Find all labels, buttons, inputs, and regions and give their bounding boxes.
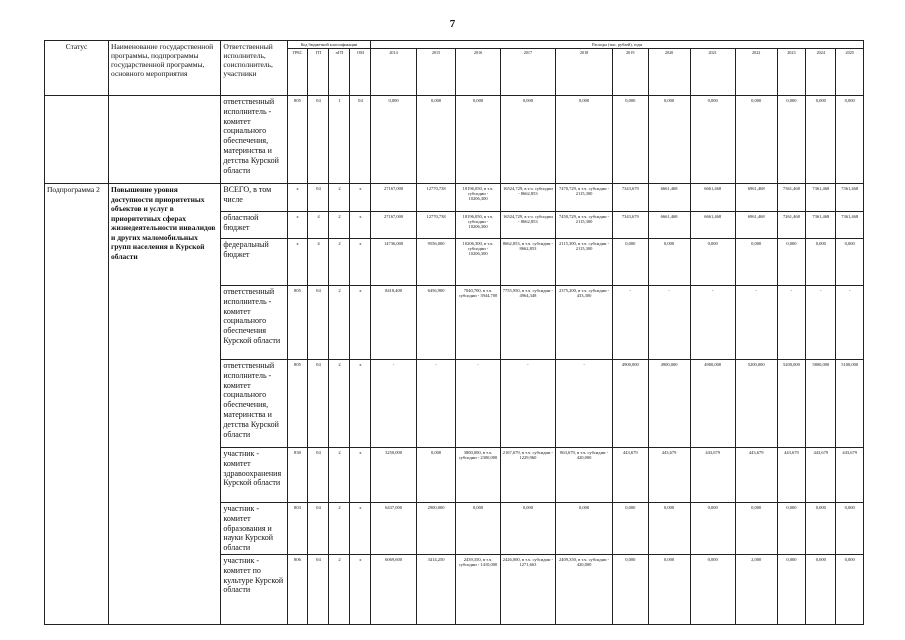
value-cell: 4900,000 [612,360,648,448]
value-cell: 7450,729, в т.ч. субсидии - 2115,300 [556,212,613,239]
year-header: 2021 [690,49,735,96]
code-cell: x [350,360,371,448]
table-row [45,96,864,184]
value-cell: - [416,360,456,448]
value-cell: 5800,000 [806,360,836,448]
executor-cell: ответственный исполнитель - комитет социального обеспечения Курской области [221,286,287,360]
value-cell: 27167,000 [371,184,416,212]
value-cell: - [836,286,864,360]
value-cell: 2375,200, в т.ч. субсидии - 433,300 [556,286,613,360]
value-cell: - [648,286,690,360]
value-cell: 0,000 [735,96,777,184]
code-cell: 2 [329,184,350,212]
status-cell: Подпрограмма 2 [45,184,109,625]
code-cell: 04 [308,286,329,360]
value-cell: 0,000 [777,503,805,555]
table-row [45,184,864,212]
value-cell: 443,679 [612,448,648,503]
code-cell: 04 [308,360,329,448]
code-cell: 04 [308,184,329,212]
value-cell: 0,000 [648,96,690,184]
value-cell: 0,000 [806,96,836,184]
value-cell: 0,000 [836,239,864,286]
value-cell: 443,679 [806,448,836,503]
value-cell: 0,000 [500,503,556,555]
value-cell: 7343,679 [612,184,648,212]
code-cell: x [350,239,371,286]
value-cell: 7361,468 [806,212,836,239]
year-header: 2022 [735,49,777,96]
year-header: 2014 [371,49,416,96]
name-header: Наименование государственной программы, подпрограммы государственной программы, основного мероприятия [109,41,221,96]
code-cell: 805 [287,286,308,360]
value-cell: 0,000 [648,503,690,555]
code-cell: x [350,503,371,555]
code-cell: 805 [287,360,308,448]
value-cell: 0,000 [690,554,735,624]
code-cell: x [287,239,308,286]
value-cell: - [806,286,836,360]
value-cell: 0,000 [836,96,864,184]
value-cell: 0,000 [456,96,500,184]
value-cell: 7261,468 [777,212,805,239]
value-cell: - [735,286,777,360]
value-cell: 443,679 [735,448,777,503]
value-cell: 6437,000 [371,503,416,555]
value-cell: 0,000 [500,96,556,184]
value-cell: 7755,950, в т.ч. субсидии - 4964,348 [500,286,556,360]
executor-cell: ответственный исполнитель - комитет социального обеспечения, материнства и детства Курской области [221,96,287,184]
code-cell: 2 [329,554,350,624]
code-cell: x [350,554,371,624]
value-cell: 12770,738 [416,212,456,239]
value-cell: 16524,729, в т.ч. субсидии - 8662,853 [500,184,556,212]
value-cell: 18196,050, в т.ч. субсидии - 10206,300 [456,212,500,239]
value-cell: 0,000 [416,448,456,503]
value-cell: 0,000 [648,239,690,286]
value-cell: 2115,300, в т.ч. субсидии - 2115,300 [556,239,613,286]
value-cell: 2167,679, в т.ч. субсидии - 1229,960 [500,448,556,503]
executor-cell: ответственный исполнитель - комитет социального обеспечения, материнства и детства Курской области [221,360,287,448]
executor-cell: участник - комитет по культуре Курской области [221,554,287,624]
codes-group-header: Код бюджетной классификации [287,41,371,49]
value-cell: 7361,468 [836,212,864,239]
value-cell: 9556,000 [416,239,456,286]
value-cell: 0,000 [416,96,456,184]
value-cell: 0,000 [690,503,735,555]
code-cell: x [287,184,308,212]
value-cell: 6661,468 [648,184,690,212]
value-cell: 7470,729, в т.ч. субсидии - 2115,300 [556,184,613,212]
value-cell: - [777,286,805,360]
value-cell: 6456,900 [416,286,456,360]
code-cell: 4 [308,212,329,239]
value-cell: 8662,853, в т.ч. субсидии - 8662,853 [500,239,556,286]
year-header: 2018 [556,49,613,96]
code-cell: x [287,212,308,239]
value-cell: 0,000 [556,96,613,184]
value-cell: - [371,360,416,448]
code-cell: 4 [308,239,329,286]
value-cell: 27167,000 [371,212,416,239]
executor-cell: федеральный бюджет [221,239,287,286]
value-cell: 443,679 [648,448,690,503]
code-header: пГП [329,49,350,96]
code-cell: 04 [308,448,329,503]
code-cell: 04 [308,554,329,624]
value-cell: 16524,729, в т.ч. субсидии - 8662,853 [500,212,556,239]
code-cell: x [350,286,371,360]
table-body [45,96,864,625]
year-header: 2017 [500,49,556,96]
executor-cell: ВСЕГО, в том числе [221,184,287,212]
value-cell: 443,679 [836,448,864,503]
value-cell: 8418,400 [371,286,416,360]
code-header: ОМ [350,49,371,96]
code-cell: 2 [329,212,350,239]
value-cell: 5200,000 [777,360,805,448]
page-number: 7 [449,18,456,30]
value-cell: 5100,000 [836,360,864,448]
code-cell: 1 [329,96,350,184]
value-cell: 4900,000 [690,360,735,448]
code-cell: 803 [287,503,308,555]
value-cell: 0,000 [777,239,805,286]
value-cell: 2426,000, в т.ч. субсидии - 1271,663 [500,554,556,624]
code-cell: 805 [287,96,308,184]
value-cell: 7361,468 [777,184,805,212]
code-cell: x [350,448,371,503]
value-cell: 0,000 [806,554,836,624]
value-cell: 4900,000 [648,360,690,448]
executor-cell: областной бюджет [221,212,287,239]
value-cell: 2439,350, в т.ч. субсидии - 1410,000 [456,554,500,624]
value-cell: 0,000 [735,239,777,286]
value-cell: 7040,700, в т.ч. субсидии - 3944,700 [456,286,500,360]
value-cell: 14736,000 [371,239,416,286]
value-cell: 2900,000 [416,503,456,555]
value-cell: - [456,360,500,448]
value-cell: 0,000 [735,503,777,555]
value-cell: 3414,250 [416,554,456,624]
value-cell: 6661,468 [690,184,735,212]
code-cell: 04 [308,503,329,555]
code-cell: 2 [329,360,350,448]
value-cell: 0,000 [690,96,735,184]
code-cell: 830 [287,448,308,503]
value-cell: 0,000 [836,503,864,555]
year-header: 2016 [456,49,500,96]
executor-header: Ответственный исполнитель, соисполнитель, участники [221,41,287,96]
value-cell: 6961,468 [735,212,777,239]
value-cell: 0,000 [612,239,648,286]
year-header: 2023 [777,49,805,96]
year-header: 2025 [836,49,864,96]
code-cell: 806 [287,554,308,624]
value-cell: 2409,350, в т.ч. субсидии - 420,000 [556,554,613,624]
value-cell: 7361,468 [836,184,864,212]
value-cell: 7343,679 [612,212,648,239]
executor-cell: участник - комитет образования и науки Курской области [221,503,287,555]
value-cell: 0,000 [690,239,735,286]
value-cell: 0,000 [456,503,500,555]
value-cell: 0,000 [836,554,864,624]
value-cell: 5200,000 [735,360,777,448]
value-cell: 12770,738 [416,184,456,212]
value-cell: 0,000 [612,503,648,555]
budget-table [44,40,864,625]
value-cell: 18196,050, в т.ч. субсидии - 10206,300 [456,184,500,212]
value-cell: 443,679 [777,448,805,503]
code-cell: 2 [329,239,350,286]
value-cell: - [500,360,556,448]
value-cell: 6961,468 [735,184,777,212]
value-cell: 0,000 [777,554,805,624]
value-cell: 0,000 [612,96,648,184]
value-cell: 2,000 [735,554,777,624]
value-cell: 0,000 [806,503,836,555]
code-cell: 2 [329,503,350,555]
name-cell [109,96,221,184]
value-cell: - [690,286,735,360]
value-cell: 0,000 [612,554,648,624]
code-header: ГП [308,49,329,96]
value-cell: - [612,286,648,360]
code-cell: 04 [350,96,371,184]
value-cell: 6069,600 [371,554,416,624]
code-cell: 2 [329,448,350,503]
code-cell: 04 [308,96,329,184]
status-header: Статус [45,41,109,96]
executor-cell: участник - комитет здравоохранения Курской области [221,448,287,503]
name-cell: Повышение уровня доступности приоритетных объектов и услуг в приоритетных сферах жизнедеятельности инвалидов и других маломобильных групп населения в Курской области [109,184,221,625]
value-cell: 10206,300, в т.ч. субсидии - 10206,300 [456,239,500,286]
year-header: 2020 [648,49,690,96]
value-cell: 0,000 [806,239,836,286]
year-header: 2024 [806,49,836,96]
value-cell: 6661,468 [648,212,690,239]
expenses-group-header: Расходы (тыс. рублей), годы [371,41,864,49]
code-cell: x [350,184,371,212]
code-cell: x [350,212,371,239]
value-cell: 863,679, в т.ч. субсидии - 420,000 [556,448,613,503]
value-cell: 0,000 [777,96,805,184]
value-cell: 3800,000, в т.ч. субсидии - 2300,000 [456,448,500,503]
value-cell: - [556,360,613,448]
value-cell: 7361,468 [806,184,836,212]
value-cell: 0,000 [556,503,613,555]
status-cell [45,96,109,184]
code-header: ГРБС [287,49,308,96]
year-header: 2019 [612,49,648,96]
year-header: 2015 [416,49,456,96]
value-cell: 0,000 [371,96,416,184]
value-cell: 3250,000 [371,448,416,503]
value-cell: 443,679 [690,448,735,503]
code-cell: 2 [329,286,350,360]
value-cell: 0,000 [648,554,690,624]
value-cell: 6661,468 [690,212,735,239]
